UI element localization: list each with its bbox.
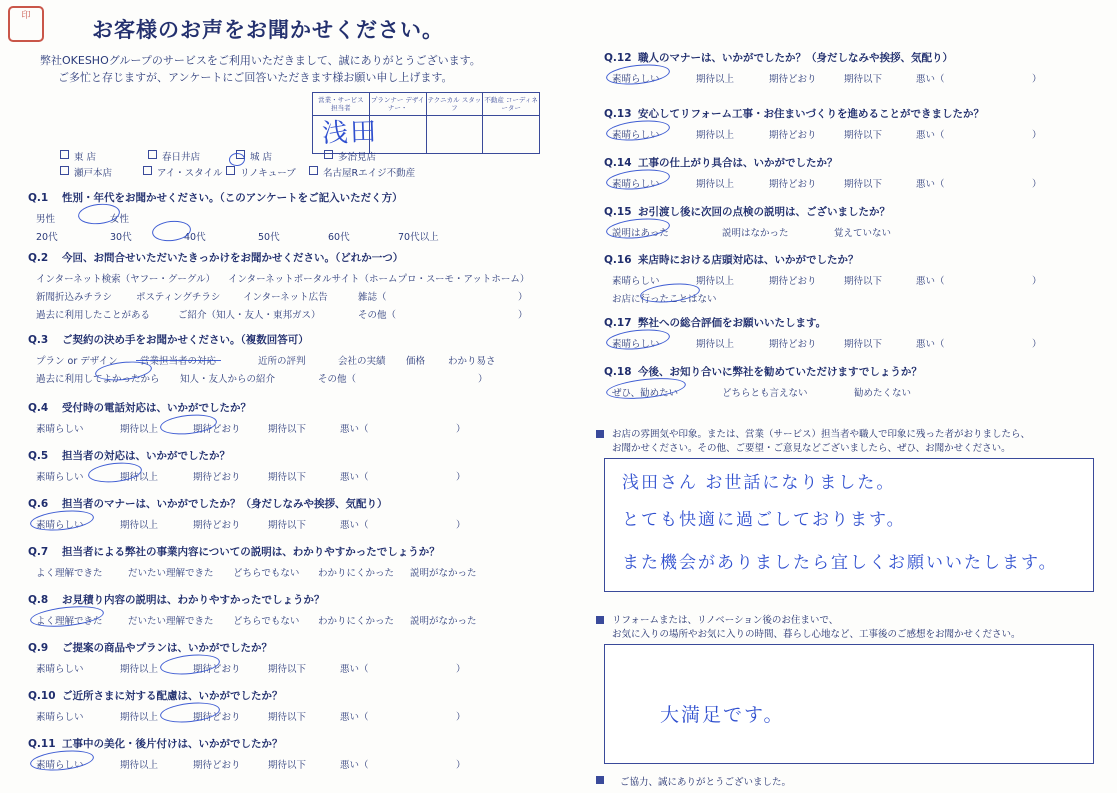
q13-opt-4[interactable]: 悪い（ <box>916 130 945 141</box>
shop-option-east[interactable]: 東 店 <box>60 150 148 166</box>
q8-row-0 <box>28 613 548 627</box>
q9-opt-1[interactable]: 期待以上 <box>120 664 159 675</box>
q16-text: 来店時における店頭対応は、いかがでしたか？ <box>638 254 859 266</box>
shop-option-shiro[interactable]: 城 店 <box>236 150 324 166</box>
q16-opt-never-visited[interactable]: お店に行ったことはない <box>612 294 717 305</box>
comment-1-line-1: 浅田さん お世話になりました。 <box>622 473 896 493</box>
staff-header-0: 営業・サービス 担当者 <box>313 93 370 115</box>
q9-text: ご提案の商品やプランは、いかがでしたか？ <box>62 642 272 654</box>
q16-opt-2[interactable]: 期待どおり <box>769 276 817 287</box>
checkbox-icon[interactable] <box>309 166 318 175</box>
q11-opt-0[interactable]: 素晴らしい <box>36 760 84 771</box>
q11-number: Q.11 <box>28 738 56 750</box>
question-q6 <box>28 496 548 531</box>
q1-opt-male[interactable]: 男性 <box>36 214 56 225</box>
staff-value-2 <box>427 116 484 153</box>
q10-opt-5: ） <box>456 712 466 723</box>
handwritten-staff-name: 浅田 <box>321 117 379 149</box>
q3-text: ご契約の決め手をお聞かせください。（複数回答可） <box>62 334 309 346</box>
q7-row-0 <box>28 565 548 579</box>
q2-number: Q.2 <box>28 252 49 264</box>
q8-opt-1[interactable]: だいたい理解できた <box>128 616 214 627</box>
q16-number: Q.16 <box>604 254 632 266</box>
q2-opt-other[interactable]: その他（ <box>358 310 397 321</box>
q12-opt-3[interactable]: 期待以下 <box>844 74 883 85</box>
q14-opt-5: ） <box>1032 179 1042 190</box>
section-marker-2 <box>596 616 604 624</box>
q14-opt-1[interactable]: 期待以上 <box>696 179 735 190</box>
q17-text: 弊社への総合評価をお願いいたします。 <box>638 317 827 329</box>
q2-opt-search[interactable]: インターネット検索（ヤフー・グーグル） <box>36 274 216 285</box>
handmark-q3-sales <box>136 360 221 361</box>
comment-2-heading <box>612 614 1092 642</box>
lead-text <box>40 52 481 86</box>
question-q17 <box>604 315 1104 350</box>
q7-text: 担当者による弊社の事業内容についての説明は、わかりやすかったでしょうか？ <box>62 546 440 558</box>
q6-number: Q.6 <box>28 498 49 510</box>
q10-opt-0[interactable]: 素晴らしい <box>36 712 84 723</box>
q2-opt-other-close: ） <box>518 310 528 321</box>
q11-opt-3[interactable]: 期待以下 <box>268 760 307 771</box>
q13-opt-0[interactable]: 素晴らしい <box>612 130 660 141</box>
shop-option-kasugai[interactable]: 春日井店 <box>148 150 236 166</box>
q13-opt-2[interactable]: 期待どおり <box>769 130 817 141</box>
q13-opt-3[interactable]: 期待以下 <box>844 130 883 141</box>
q17-opt-3[interactable]: 期待以下 <box>844 339 883 350</box>
q10-number: Q.10 <box>28 690 56 702</box>
q14-number: Q.14 <box>604 157 632 169</box>
comment-2-heading-line-1: リフォームまたは、リノベーション後のお住まいで、 <box>612 615 839 626</box>
q12-opt-5: ） <box>1032 74 1042 85</box>
q13-number: Q.13 <box>604 108 632 120</box>
q3-opt-other-close: ） <box>478 374 488 385</box>
q12-opt-2[interactable]: 期待どおり <box>769 74 817 85</box>
q7-opt-0[interactable]: よく理解できた <box>36 568 103 579</box>
q12-opt-1[interactable]: 期待以上 <box>696 74 735 85</box>
q5-number: Q.5 <box>28 450 49 462</box>
q9-opt-5: ） <box>456 664 466 675</box>
q17-opt-2[interactable]: 期待どおり <box>769 339 817 350</box>
q3-opt-repeat[interactable]: 過去に利用してよかったから <box>36 374 160 385</box>
q10-opt-1[interactable]: 期待以上 <box>120 712 159 723</box>
q17-opt-0[interactable]: 素晴らしい <box>612 339 660 350</box>
q12-opt-0[interactable]: 素晴らしい <box>612 74 660 85</box>
q1-opt-female[interactable]: 女性 <box>110 214 130 225</box>
q4-row-0 <box>28 421 548 435</box>
q5-opt-4[interactable]: 悪い（ <box>340 472 369 483</box>
q2-opt-magazine[interactable]: 雑誌（ <box>358 292 387 303</box>
q14-text: 工事の仕上がり具合は、いかがでしたか？ <box>638 157 838 169</box>
q17-opt-5: ） <box>1032 339 1042 350</box>
q14-opt-4[interactable]: 悪い（ <box>916 179 945 190</box>
q3-opt-other[interactable]: その他（ <box>318 374 357 385</box>
q3-opt-clarity[interactable]: わかり易さ <box>448 356 496 367</box>
checkbox-icon[interactable] <box>143 166 152 175</box>
q6-opt-2[interactable]: 期待どおり <box>193 520 241 531</box>
q12-number: Q.12 <box>604 52 632 64</box>
q4-opt-0[interactable]: 素晴らしい <box>36 424 84 435</box>
q15-opt-2[interactable]: 覚えていない <box>834 228 892 239</box>
shop-checkbox-group <box>60 150 460 182</box>
q5-text: 担当者の対応は、いかがでしたか？ <box>62 450 230 462</box>
q9-opt-4[interactable]: 悪い（ <box>340 664 369 675</box>
comment-1-heading-line-2: お聞かせください。その他、ご要望・ご意見などございましたら、ぜひ、お聞かせください。 <box>612 443 1011 454</box>
q8-number: Q.8 <box>28 594 49 606</box>
q17-opt-1[interactable]: 期待以上 <box>696 339 735 350</box>
lead-line-1: 弊社OKESHOグループのサービスをご利用いただきまして、誠にありがとうございます。 <box>40 54 481 67</box>
q3-opt-design[interactable]: プラン or デザイン <box>36 356 118 367</box>
comment-1-line-3: また機会がありましたら宜しくお願いいたします。 <box>622 553 1058 573</box>
q5-opt-3[interactable]: 期待以下 <box>268 472 307 483</box>
q6-text: 担当者のマナーは、いかがでしたか？（身だしなみや挨拶、気配り） <box>62 498 388 510</box>
q11-opt-4[interactable]: 悪い（ <box>340 760 369 771</box>
section-marker-3 <box>596 776 604 784</box>
comment-1-line-2: とても快適に過ごしております。 <box>622 510 906 530</box>
comment-1-heading-line-1: お店の雰囲気や印象。または、営業（サービス）担当者や職人で印象に残った者がおりましたら、 <box>612 429 1031 440</box>
question-q12 <box>604 50 1104 85</box>
staff-header-1: プランナー デザイナー・ <box>370 93 427 115</box>
q3-number: Q.3 <box>28 334 49 346</box>
q15-opt-0[interactable]: 説明はあった <box>612 228 669 239</box>
q15-row-0 <box>604 225 1104 239</box>
q4-opt-3[interactable]: 期待以下 <box>268 424 307 435</box>
q12-opt-4[interactable]: 悪い（ <box>916 74 945 85</box>
q7-opt-1[interactable]: だいたい理解できた <box>128 568 214 579</box>
q15-opt-1[interactable]: 説明はなかった <box>722 228 789 239</box>
q16-opt-3[interactable]: 期待以下 <box>844 276 883 287</box>
q2-row-1 <box>28 289 548 303</box>
q4-text: 受付時の電話対応は、いかがでしたか？ <box>62 402 251 414</box>
q15-text: お引渡し後に次回の点検の説明は、ございましたか？ <box>638 206 890 218</box>
q2-opt-newspaper[interactable]: 新聞折込みチラシ <box>36 292 113 303</box>
q10-row-0 <box>28 709 548 723</box>
staff-header-2: テクニカル スタッフ <box>427 93 484 115</box>
q3-opt-reputation[interactable]: 近所の評判 <box>258 356 306 367</box>
comment-1-heading <box>612 428 1092 456</box>
q7-number: Q.7 <box>28 546 49 558</box>
q8-text: お見積り内容の説明は、わかりやすかったでしょうか？ <box>62 594 325 606</box>
q4-opt-2[interactable]: 期待どおり <box>193 424 241 435</box>
q12-text: 職人のマナーは、いかがでしたか？（身だしなみや挨拶、気配り） <box>638 52 953 64</box>
q6-opt-5: ） <box>456 520 466 531</box>
q2-row-0 <box>28 271 548 285</box>
q18-opt-0[interactable]: ぜひ、勧めたい <box>612 388 679 399</box>
q15-number: Q.15 <box>604 206 632 218</box>
q2-opt-webad[interactable]: インターネット広告 <box>243 292 328 303</box>
shop-option-renocube[interactable]: リノキューブ <box>226 166 309 182</box>
shop-option-istyle[interactable]: アイ・スタイル <box>143 166 226 182</box>
q3-opt-record[interactable]: 会社の実績 <box>338 356 386 367</box>
q1-opt-70s[interactable]: 70代以上 <box>398 232 439 243</box>
q1-row-1 <box>28 229 548 243</box>
q10-text: ご近所さまに対する配慮は、いかがでしたか？ <box>62 690 283 702</box>
q4-number: Q.4 <box>28 402 49 414</box>
q13-opt-1[interactable]: 期待以上 <box>696 130 735 141</box>
q4-opt-5: ） <box>456 424 466 435</box>
question-q7 <box>28 544 548 579</box>
q14-opt-2[interactable]: 期待どおり <box>769 179 817 190</box>
q11-opt-2[interactable]: 期待どおり <box>193 760 241 771</box>
q17-row-0 <box>604 336 1104 350</box>
company-stamp: 印 <box>8 6 44 42</box>
staff-value-3 <box>483 116 539 153</box>
shop-option-seto[interactable]: 瀬戸本店 <box>60 166 143 182</box>
q2-text: 今回、お問合せいただいたきっかけをお聞かせください。（どれか一つ） <box>62 252 404 264</box>
q9-opt-3[interactable]: 期待以下 <box>268 664 307 675</box>
question-q9 <box>28 640 548 675</box>
checkbox-icon[interactable] <box>60 150 69 159</box>
q14-opt-0[interactable]: 素晴らしい <box>612 179 660 190</box>
checkbox-icon[interactable] <box>324 150 333 159</box>
q2-row-2 <box>28 307 548 321</box>
question-q15 <box>604 204 1104 239</box>
question-q8 <box>28 592 548 627</box>
shop-option-tajimi[interactable]: 多治見店 <box>324 150 412 166</box>
q1-opt-50s[interactable]: 50代 <box>258 232 280 243</box>
q9-opt-0[interactable]: 素晴らしい <box>36 664 84 675</box>
q3-opt-sales[interactable]: 営業担当者の対応 <box>140 356 217 367</box>
q9-opt-2[interactable]: 期待どおり <box>193 664 241 675</box>
q1-opt-20s[interactable]: 20代 <box>36 232 58 243</box>
q12-row-0 <box>604 71 1104 85</box>
q3-opt-referral[interactable]: 知人・友人からの紹介 <box>180 374 276 385</box>
q5-opt-0[interactable]: 素晴らしい <box>36 472 84 483</box>
q8-opt-0[interactable]: よく理解できた <box>36 616 103 627</box>
q6-opt-1[interactable]: 期待以上 <box>120 520 159 531</box>
q7-opt-4[interactable]: 説明がなかった <box>410 568 477 579</box>
q16-opt-0[interactable]: 素晴らしい <box>612 276 660 287</box>
q8-opt-2[interactable]: どちらでもない <box>233 616 300 627</box>
question-q4 <box>28 400 548 435</box>
question-q2 <box>28 250 548 321</box>
q1-opt-30s[interactable]: 30代 <box>110 232 132 243</box>
q7-opt-2[interactable]: どちらでもない <box>233 568 300 579</box>
q8-opt-4[interactable]: 説明がなかった <box>410 616 477 627</box>
q9-number: Q.9 <box>28 642 49 654</box>
q2-opt-posting[interactable]: ポスティングチラシ <box>136 292 221 303</box>
q5-opt-5: ） <box>456 472 466 483</box>
q5-opt-1[interactable]: 期待以上 <box>120 472 159 483</box>
q18-text: 今後、お知り合いに弊社を勧めていただけますでしょうか？ <box>638 366 922 378</box>
comment-2-heading-line-2: お気に入りの場所やお気に入りの時間、暮らし心地など、工事後のご感想をお聞かせください。 <box>612 629 1021 640</box>
q6-opt-3[interactable]: 期待以下 <box>268 520 307 531</box>
q11-opt-5: ） <box>456 760 466 771</box>
question-q10 <box>28 688 548 723</box>
q1-opt-40s[interactable]: 40代 <box>184 232 206 243</box>
q6-opt-0[interactable]: 素晴らしい <box>36 520 84 531</box>
q13-opt-5: ） <box>1032 130 1042 141</box>
checkbox-icon[interactable] <box>60 166 69 175</box>
q11-opt-1[interactable]: 期待以上 <box>120 760 159 771</box>
q1-text: 性別・年代をお聞かせください。（このアンケートをご記入いただく方） <box>62 192 403 204</box>
q14-opt-3[interactable]: 期待以下 <box>844 179 883 190</box>
shop-option-nagoya[interactable]: 名古屋Rエイジ不動産 <box>309 166 460 182</box>
comment-2-line-1: 大満足です。 <box>660 704 785 726</box>
q18-opt-1[interactable]: どちらとも言えない <box>722 388 808 399</box>
section-marker-1 <box>596 430 604 438</box>
q17-number: Q.17 <box>604 317 632 329</box>
q16-opt-1[interactable]: 期待以上 <box>696 276 735 287</box>
q4-opt-4[interactable]: 悪い（ <box>340 424 369 435</box>
q10-opt-4[interactable]: 悪い（ <box>340 712 369 723</box>
q10-opt-2[interactable]: 期待どおり <box>193 712 241 723</box>
question-q11 <box>28 736 548 771</box>
q10-opt-3[interactable]: 期待以下 <box>268 712 307 723</box>
q2-opt-portal[interactable]: インターネットポータルサイト（ホームプロ・スーモ・アットホーム） <box>228 274 530 285</box>
q5-opt-2[interactable]: 期待どおり <box>193 472 241 483</box>
q3-opt-price[interactable]: 価格 <box>406 356 426 367</box>
q11-text: 工事中の美化・後片付けは、いかがでしたか？ <box>62 738 283 750</box>
q6-row-0 <box>28 517 548 531</box>
q16-opt-4[interactable]: 悪い（ <box>916 276 945 287</box>
q17-opt-4[interactable]: 悪い（ <box>916 339 945 350</box>
staff-header-3: 不動産 コーディネーター <box>484 96 538 112</box>
question-q13 <box>604 106 1104 141</box>
q16-opt-5: ） <box>1032 276 1042 287</box>
q1-opt-60s[interactable]: 60代 <box>328 232 350 243</box>
q2-opt-repeat[interactable]: 過去に利用したことがある <box>36 310 151 321</box>
q8-opt-3[interactable]: わかりにくかった <box>318 616 395 627</box>
q13-row-0 <box>604 127 1104 141</box>
question-q14 <box>604 155 1104 190</box>
lead-line-2: ご多忙と存じますが、アンケートにご回答いただきます様お願い申し上げます。 <box>58 71 453 84</box>
q2-opt-referral[interactable]: ご紹介（知人・友人・東邦ガス） <box>178 310 321 321</box>
q1-number: Q.1 <box>28 192 49 204</box>
q4-opt-1[interactable]: 期待以上 <box>120 424 159 435</box>
q9-row-0 <box>28 661 548 675</box>
q6-opt-4[interactable]: 悪い（ <box>340 520 369 531</box>
checkbox-icon[interactable] <box>226 166 235 175</box>
q18-opt-2[interactable]: 勧めたくない <box>854 388 912 399</box>
q14-row-0 <box>604 176 1104 190</box>
checkbox-icon[interactable] <box>148 150 157 159</box>
q13-text: 安心してリフォーム工事・お住まいづくりを進めることができましたか？ <box>638 108 984 120</box>
footer-thanks: ご協力、誠にありがとうございました。 <box>620 777 792 788</box>
q2-opt-magazine-close: ） <box>518 292 528 303</box>
page-title: お客様のお声をお聞かせください。 <box>92 18 444 42</box>
q18-number: Q.18 <box>604 366 632 378</box>
q7-opt-3[interactable]: わかりにくかった <box>318 568 395 579</box>
q11-row-0 <box>28 757 548 771</box>
